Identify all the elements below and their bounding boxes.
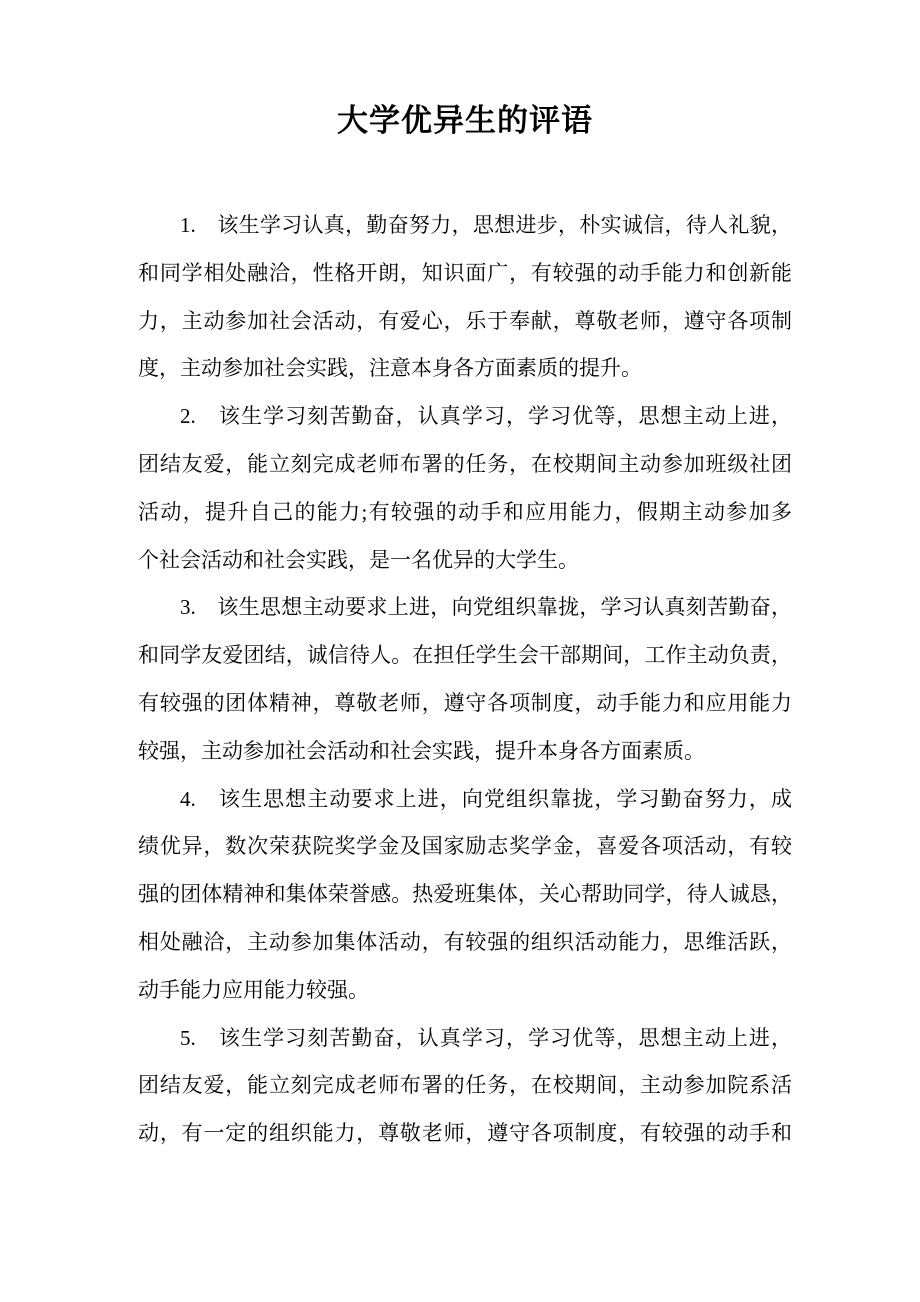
text-line: 个社会活动和社会实践，是一名优异的大学生。 (138, 547, 579, 572)
text-line: 度，主动参加社会实践，注意本身各方面素质的提升。 (138, 356, 642, 381)
text-line: 较强，主动参加社会活动和社会实践，提升本身各方面素质。 (138, 738, 705, 763)
paragraph-4 (138, 776, 792, 1015)
text-line: 和同学友爱团结，诚信待人。在担任学生会干部期间，工作主动负责， (138, 643, 792, 668)
paragraph-1 (138, 202, 792, 393)
text-line: 活动，提升自己的能力;有较强的动手和应用能力，假期主动参加多 (138, 499, 792, 524)
text-line: 1. 该生学习认真，勤奋努力，思想进步，朴实诚信，待人礼貌， (180, 213, 792, 237)
text-line: 和同学相处融洽，性格开朗，知识面广，有较强的动手能力和创新能 (138, 260, 792, 285)
text-line: 5. 该生学习刻苦勤奋，认真学习，学习优等，思想主动上进， (180, 1025, 792, 1050)
document-title: 大学优异生的评语 (337, 103, 593, 138)
paragraph-5 (138, 1015, 792, 1158)
text-line: 2. 该生学习刻苦勤奋，认真学习，学习优等，思想主动上进， (180, 404, 792, 429)
paragraph-2 (138, 393, 792, 584)
paragraph-3 (138, 584, 792, 775)
text-line: 动手能力应用能力较强。 (138, 977, 369, 1002)
text-line: 团结友爱，能立刻完成老师布署的任务，在校期间主动参加班级社团 (138, 451, 792, 476)
text-line: 相处融洽，主动参加集体活动，有较强的组织活动能力，思维活跃， (138, 929, 792, 954)
text-line: 动，有一定的组织能力，尊敬老师，遵守各项制度，有较强的动手和 (138, 1121, 792, 1146)
text-line: 3. 该生思想主动要求上进，向党组织靠拢，学习认真刻苦勤奋， (180, 595, 792, 620)
text-line: 团结友爱，能立刻完成老师布署的任务，在校期间，主动参加院系活 (138, 1073, 792, 1098)
text-line: 有较强的团体精神，尊敬老师，遵守各项制度，动手能力和应用能力 (138, 690, 792, 715)
text-line: 力，主动参加社会活动，有爱心，乐于奉献，尊敬老师，遵守各项制 (138, 308, 792, 333)
text-line: 强的团体精神和集体荣誉感。热爱班集体，关心帮助同学，待人诚恳， (138, 882, 792, 907)
text-line: 绩优异，数次荣获院奖学金及国家励志奖学金，喜爱各项活动，有较 (138, 834, 792, 859)
document-body (138, 202, 792, 1158)
text-line: 4. 该生思想主动要求上进，向党组织靠拢，学习勤奋努力，成 (180, 786, 792, 811)
